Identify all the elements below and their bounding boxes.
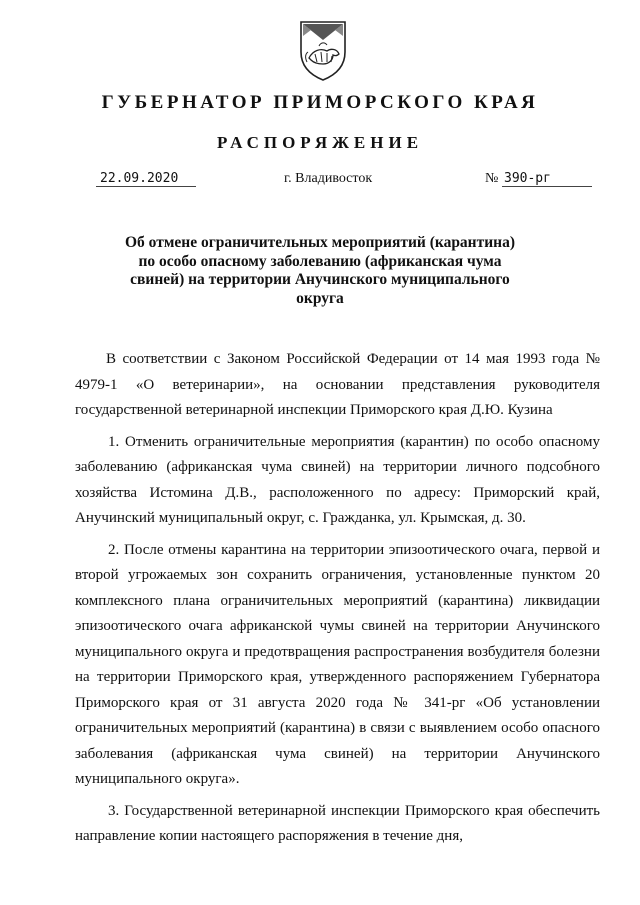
issuing-authority: ГУБЕРНАТОР ПРИМОРСКОГО КРАЯ: [101, 92, 539, 113]
number-underline: [502, 186, 592, 187]
document-date: 22.09.2020: [100, 171, 179, 186]
primorsky-krai-coat-of-arms-icon: [295, 18, 351, 82]
document-city: г. Владивосток: [284, 171, 373, 186]
document-type: РАСПОРЯЖЕНИЕ: [216, 133, 424, 152]
preamble-paragraph: В соответствии с Законом Российской Федерации от 14 мая 1993 года № 4979-1 «О ветеринарии», на основании представления руководителя государственной ветеринарной инспекции Приморского края Д.Ю. Кузина: [75, 351, 600, 418]
date-underline: [96, 186, 196, 187]
item-3-paragraph: 3. Государственной ветеринарной инспекции Приморского края обеспечить направление копии настоящего распоряжения в течение дня,: [75, 802, 600, 844]
document-body: [75, 347, 600, 856]
document-number-label: №: [485, 171, 499, 186]
item-1-paragraph: 1. Отменить ограничительные мероприятия (карантин) по особо опасному заболеванию (африканская чума свиней) на территории личного подсобного хозяйства Истомина Д.В., расположенного по адресу: Приморский край, Анучинский муниципальный округ, с. Гражданка, ул. Крымская, д. 30.: [75, 433, 600, 526]
document-number: 390-рг: [504, 171, 551, 186]
item-2-paragraph: 2. После отмены карантина на территории эпизоотического очага, первой и второй угрожаемых зон сохранить ограничения, установленные пунктом 20 комплексного плана ограничительных мероприятий (карантина) ликвидации эпизоотического очага африканской чумы свиней на территории Анучинского муниципального округа и предотвращения распространения возбудителя болезни на территории Приморского края, утвержденного распоряжением Губернатора Приморского края от 31 августа 2020 года № 341-рг «Об установлении ограничительных мероприятий (карантина) в связи с выявлением особо опасного заболевания (африканская чума свиней) на территории Анучинского муниципального округа».: [75, 541, 600, 787]
document-title: Об отмене ограничительных мероприятий (карантина) по особо опасному заболеванию (африканская чума свиней) на территории Анучинского муниципального округа: [124, 234, 516, 307]
